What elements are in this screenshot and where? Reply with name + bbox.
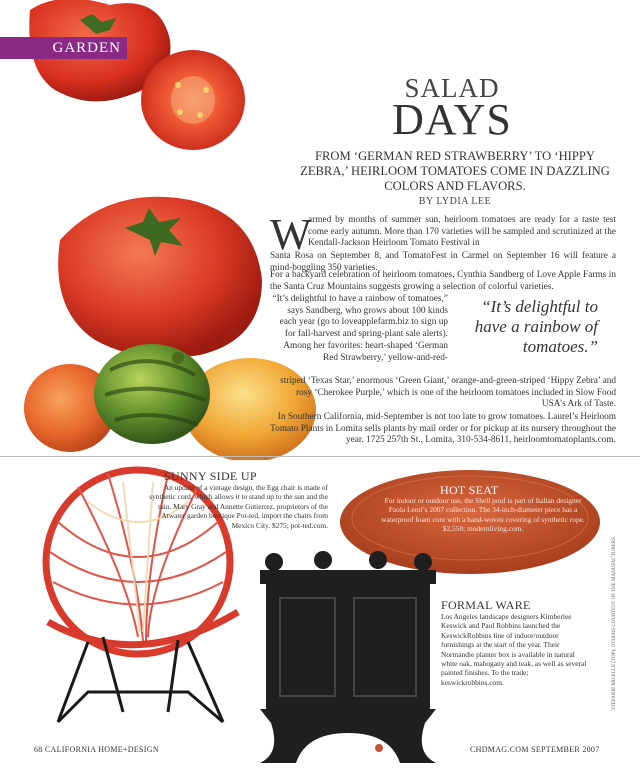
footer-left: 68 CALIFORNIA HOME+DESIGN	[34, 745, 159, 754]
drop-cap: W	[270, 210, 312, 259]
headline-line-1: SALAD	[404, 73, 500, 103]
article-paragraph-2-column: “It’s delightful to have a rainbow of tomatoes,” says Sandberg, who grows about 100 kinds each year (go to loveapplefarm.biz to sign up for fall-harvest and spring-plant sale alerts). Among her favorites: heart-shaped ‘German Red Strawberry,’ yellow-and-red-	[272, 294, 448, 363]
hotseat-heading: HOT SEAT	[440, 483, 499, 497]
article-paragraph-1: armed by months of summer sun, heirloom tomatoes are ready for a taste test come early autumn. More than 170 varieties will be sampled and scrutinized at the Kendall-Jackson Heirloom Tomato Festival in	[308, 215, 616, 249]
formal-heading: FORMAL WARE	[441, 598, 531, 612]
deck: FROM ‘GERMAN RED STRAWBERRY’ TO ‘HIPPY ZEBRA,’ HEIRLOOM TOMATOES COME IN DAZZLING COLORS AND FLAVORS.	[300, 149, 610, 193]
article-paragraph-2-continued: striped ‘Texas Star,’ enormous ‘Green Giant,’ orange-and-green-striped ‘Hippy Zebra’ and rosy ‘Cherokee Purple,’ which is one of the heirloom tomatoes included in Slow Food USA’s Ark of Taste.	[280, 376, 616, 410]
headline-line-2: DAYS	[392, 95, 512, 144]
sunny-caption: An update of a vintage design, the Egg chair is made of synthetic cord, which allows it to stand up to the sun and the rain. Mary Gray and Annette Gutierrez, proprietors of the Atwater garden boutique Pot-ted, import the chairs from Mexico City. $275; pot-ted.com.	[149, 483, 328, 530]
byline: BY LYDIA LEE	[418, 196, 492, 207]
footer-right: CHDMAG.COM SEPTEMBER 2007	[470, 745, 600, 754]
normandie-planter-illustration	[250, 548, 445, 768]
hotseat-caption: For indoor or outdoor use, the Shell pouf is part of Italian designer Paola Lenti’s 2007 collection. The 34-inch-diameter piece has a waterproof foam core with a hand-woven covering of synthetic rope. $2,550; modernliving.com.	[381, 496, 585, 534]
article-paragraph-1-continued: Santa Rosa on September 8, and TomatoFest in Carmel on September 16 will feature a mind-boggling 350 varieties.	[270, 251, 616, 273]
article-paragraph-2: For a backyard celebration of heirloom tomatoes, Cynthia Sandberg of Love Apple Farms in the Santa Cruz Mountains suggests growing a selection of colorful varieties.	[270, 270, 616, 292]
photo-credit: STEFANIE MICELLE (TOP); OTHERS COURTESY OF THE MANUFACTURERS	[612, 537, 617, 710]
tomato-photo-top	[0, 0, 270, 160]
section-label: GARDEN	[0, 37, 127, 59]
article-paragraph-3: In Southern California, mid-September is not too late to grow tomatoes. Laurel’s Heirloom Tomato Plants in Lomita sells plants by mail order or for pickup at its nursery throughout the year. 1725 257th St., Lomita, 310-534-8611, heirloomtomatoplants.com.	[270, 412, 616, 446]
pull-quote: “It’s delightful to have a rainbow of tomatoes.”	[474, 297, 598, 356]
section-divider	[0, 456, 640, 457]
sunny-heading: SUNNY SIDE UP	[164, 469, 257, 483]
formal-caption: Los Angeles landscape designers Kimberlee Keswick and Paul Robbins launched the KeswickRobbins line of indoor/outdoor furnishings at the start of the year. Their Normandie planter box is available in natural white oak, mahogany and teak, as well as several painted finishes. To the trade; keswickrobbins.com.	[441, 612, 587, 687]
